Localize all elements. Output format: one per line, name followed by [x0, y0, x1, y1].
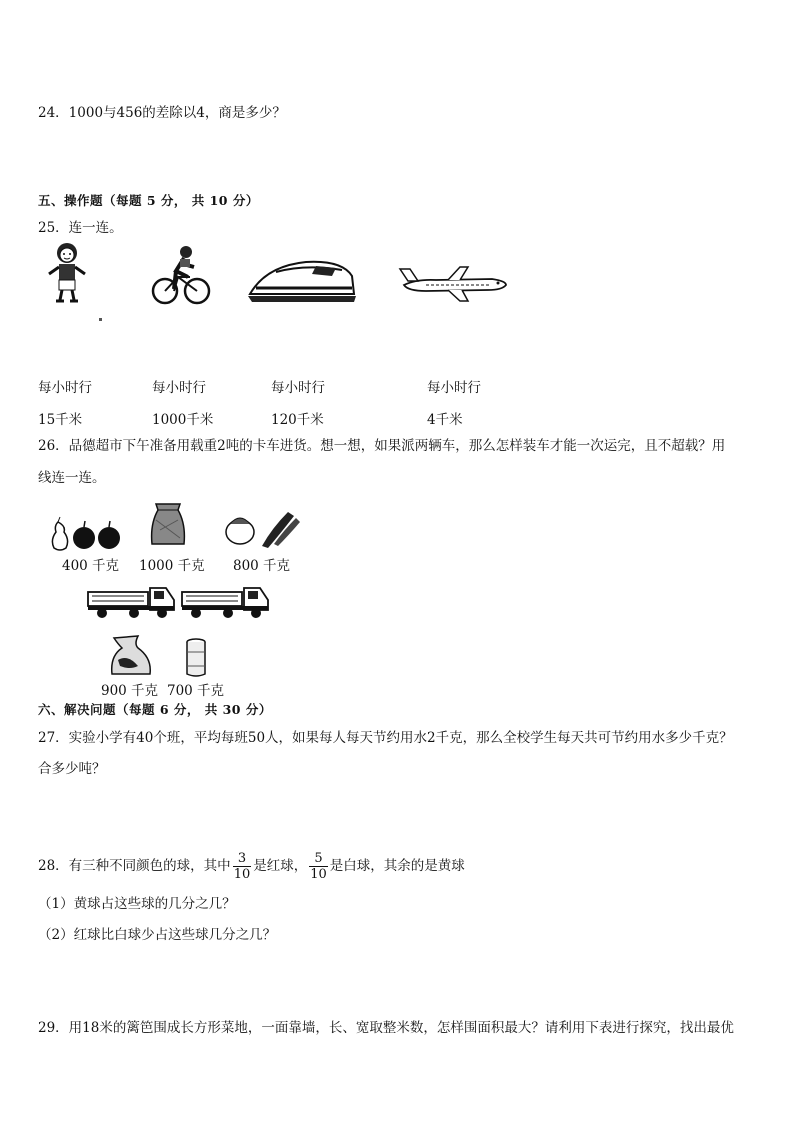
can-weight-label: 700 千克: [167, 683, 225, 699]
fraction-1-denominator: 10: [233, 867, 251, 882]
truck-1-image: [86, 582, 176, 620]
vegetables-weight-label: 800 千克: [233, 558, 291, 574]
can-image: [184, 638, 208, 678]
question-28-mid: 是红球，: [253, 858, 308, 874]
question-28: [38, 848, 465, 884]
cyclist-image: [150, 243, 212, 307]
fruit-weight-label: 400 千克: [62, 558, 120, 574]
stray-dot: [99, 318, 102, 321]
question-25: 25．连一连。: [38, 220, 123, 236]
vegetables-image: [222, 508, 302, 548]
bag-weight-label: 900 千克: [101, 683, 159, 699]
question-24: 24．1000与456的差除以4，商是多少？: [38, 105, 286, 121]
speed-label-4-value: 4千米: [427, 412, 463, 428]
question-28-sub-1: （1）黄球占这些球的几分之几？: [38, 896, 236, 912]
question-26-line-1: 26．品德超市下午准备用载重2吨的卡车进货。想一想，如果派两辆车，那么怎样装车才能一次运完，且不超载？用: [38, 438, 726, 454]
fraction-2-numerator: 5: [314, 851, 323, 866]
speed-label-2-title: 每小时行: [152, 380, 206, 396]
fraction-three-tenths: [233, 851, 252, 882]
sack-weight-label: 1000 千克: [139, 558, 205, 574]
speed-label-1-value: 15千米: [38, 412, 83, 428]
fraction-five-tenths: [309, 851, 328, 882]
question-27-line-1: 27．实验小学有40个班，平均每班50人，如果每人每天节约用水2千克，那么全校学生每天共可节约用水多少千克？: [38, 730, 733, 746]
high-speed-train-image: [246, 258, 358, 306]
section-header-operations: 五、操作题（每题 5 分， 共 10 分）: [38, 193, 259, 208]
question-29: 29．用18米的篱笆围成长方形菜地，一面靠墙，长、宽取整米数，怎样围面积最大？请利用下表进行探究，找出最优: [38, 1020, 734, 1036]
question-27-line-2: 合多少吨？: [38, 761, 106, 777]
speed-label-1-title: 每小时行: [38, 380, 92, 396]
speed-label-2-value: 1000千米: [152, 412, 214, 428]
fraction-1-numerator: 3: [237, 851, 247, 866]
bag-image: [108, 634, 154, 678]
question-28-suffix: 是白球，其余的是黄球: [329, 858, 465, 874]
question-28-prefix: 28．有三种不同颜色的球，其中: [38, 858, 231, 874]
speed-label-4-title: 每小时行: [427, 380, 481, 396]
fraction-2-denominator: 10: [310, 867, 327, 882]
child-walking-image: [44, 240, 90, 304]
section-header-problem-solving: 六、解决问题（每题 6 分， 共 30 分）: [38, 702, 272, 717]
question-28-sub-2: （2）红球比白球少占这些球几分之几？: [38, 927, 277, 943]
truck-2-image: [180, 582, 270, 620]
airplane-image: [396, 265, 508, 305]
speed-label-3-value: 120千米: [271, 412, 324, 428]
question-26-line-2: 线连一连。: [38, 470, 106, 486]
speed-label-3-title: 每小时行: [271, 380, 325, 396]
fruit-image: [48, 516, 122, 552]
grain-sack-image: [148, 500, 188, 548]
